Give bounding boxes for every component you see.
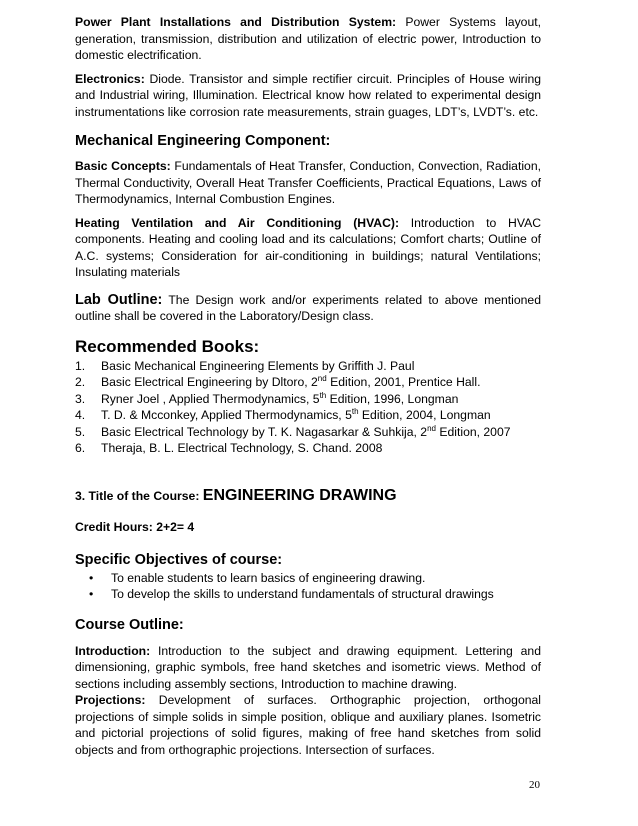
book-text: Theraja, B. L. Electrical Technology, S. Chand. 2008 xyxy=(101,441,383,456)
basic-concepts-paragraph xyxy=(75,158,541,208)
lab-outline-body: The Design work and/or experiments related to above mentioned outline shall be covered in the Laboratory/Design class. xyxy=(75,292,541,323)
electronics-paragraph xyxy=(75,71,541,121)
book-number: 4. xyxy=(75,408,86,423)
course-title-prefix: 3. Title of the Course: xyxy=(75,489,203,504)
objective-item xyxy=(89,570,541,587)
projections-body: Development of surfaces. Orthographic projection, orthogonal projections of simple solids in simple position, oblique and auxiliary planes. Isometric and pictorial projections of solid figures, making of free hand sketches from solid objects and from orthographic projections. Intersection of surfaces. xyxy=(75,693,541,757)
course-title-line xyxy=(75,485,541,507)
book-text: Ryner Joel , Applied Thermodynamics, 5th Edition, 1996, Longman xyxy=(101,390,459,406)
hvac-paragraph xyxy=(75,215,541,281)
power-plant-title: Power Plant Installations and Distribution System: xyxy=(75,15,397,29)
books-list xyxy=(75,358,541,458)
hvac-title: Heating Ventilation and Air Conditioning (HVAC): xyxy=(75,215,400,230)
projections-paragraph xyxy=(75,692,541,758)
course-title: ENGINEERING DRAWING xyxy=(202,487,397,505)
power-plant-paragraph xyxy=(75,14,541,64)
power-plant-body: Power Systems layout, generation, transmission, distribution and utilization of electric power, Introduction to domestic electrification. xyxy=(75,15,541,62)
book-item xyxy=(75,424,541,441)
book-item xyxy=(75,391,541,408)
objective-item xyxy=(89,586,541,603)
document-page xyxy=(75,14,541,758)
book-item xyxy=(75,374,541,391)
book-item xyxy=(75,358,541,375)
hvac-body: Introduction to HVAC components. Heating and cooling load and its calculations; Comfort charts; Outline of A.C. systems; Consideration for air-conditioning in buildings; natural Ventilations; Insulating materials xyxy=(75,215,541,279)
lab-outline-paragraph xyxy=(75,292,541,325)
basic-concepts-title: Basic Concepts: xyxy=(75,159,171,173)
book-number: 2. xyxy=(75,375,86,390)
electronics-body: Diode. Transistor and simple rectifier circuit. Principles of House wiring and Industrial wiring, Illumination. Electrical know how related to experimental design instrumentations like corrosion rate measurements, strain guages, LDT’s, LVDT’s. etc. xyxy=(75,71,541,119)
book-number: 3. xyxy=(75,391,86,406)
book-item xyxy=(75,440,541,457)
objective-text: To enable students to learn basics of engineering drawing. xyxy=(111,570,426,585)
book-text: Basic Electrical Technology by T. K. Nagasarkar & Suhkija, 2nd Edition, 2007 xyxy=(101,423,511,439)
objectives-heading: Specific Objectives of course: xyxy=(75,551,283,568)
bullet-icon: • xyxy=(89,587,94,602)
book-number: 1. xyxy=(75,358,86,373)
credit-hours: Credit Hours: 2+2= 4 xyxy=(75,520,195,535)
introduction-body: Introduction to the subject and drawing equipment. Lettering and dimensioning, graphic symbols, free hand sketches and isometric views. Method of sections including assembly sections, Introduction to machine drawing. xyxy=(75,643,541,691)
book-number: 6. xyxy=(75,441,86,456)
objectives-list xyxy=(75,570,541,603)
course-outline-heading: Course Outline: xyxy=(75,616,184,633)
book-text: T. D. & Mcconkey, Applied Thermodynamics, 5th Edition, 2004, Longman xyxy=(101,407,491,423)
projections-title: Projections: xyxy=(75,693,146,708)
objective-text: To develop the skills to understand fundamentals of structural drawings xyxy=(111,587,494,602)
electronics-title: Electronics: xyxy=(75,71,145,86)
introduction-title: Introduction: xyxy=(75,643,151,658)
introduction-paragraph xyxy=(75,643,541,693)
book-text: Basic Mechanical Engineering Elements by Griffith J. Paul xyxy=(101,358,415,373)
page-number: 20 xyxy=(529,779,540,791)
mechanical-heading: Mechanical Engineering Component: xyxy=(75,133,331,149)
book-number: 5. xyxy=(75,424,86,439)
bullet-icon: • xyxy=(89,570,94,585)
book-item xyxy=(75,407,541,424)
book-text: Basic Electrical Engineering by Dltoro, 2nd Edition, 2001, Prentice Hall. xyxy=(101,374,481,390)
recommended-books-heading: Recommended Books: xyxy=(75,336,260,356)
basic-concepts-body: Fundamentals of Heat Transfer, Conduction, Convection, Radiation, Thermal Conductivity, Overall Heat Transfer Coefficients, Practical Equations, Laws of Thermodynamics, Internal Combustion Engines. xyxy=(75,159,541,206)
lab-outline-title: Lab Outline: xyxy=(75,291,163,308)
